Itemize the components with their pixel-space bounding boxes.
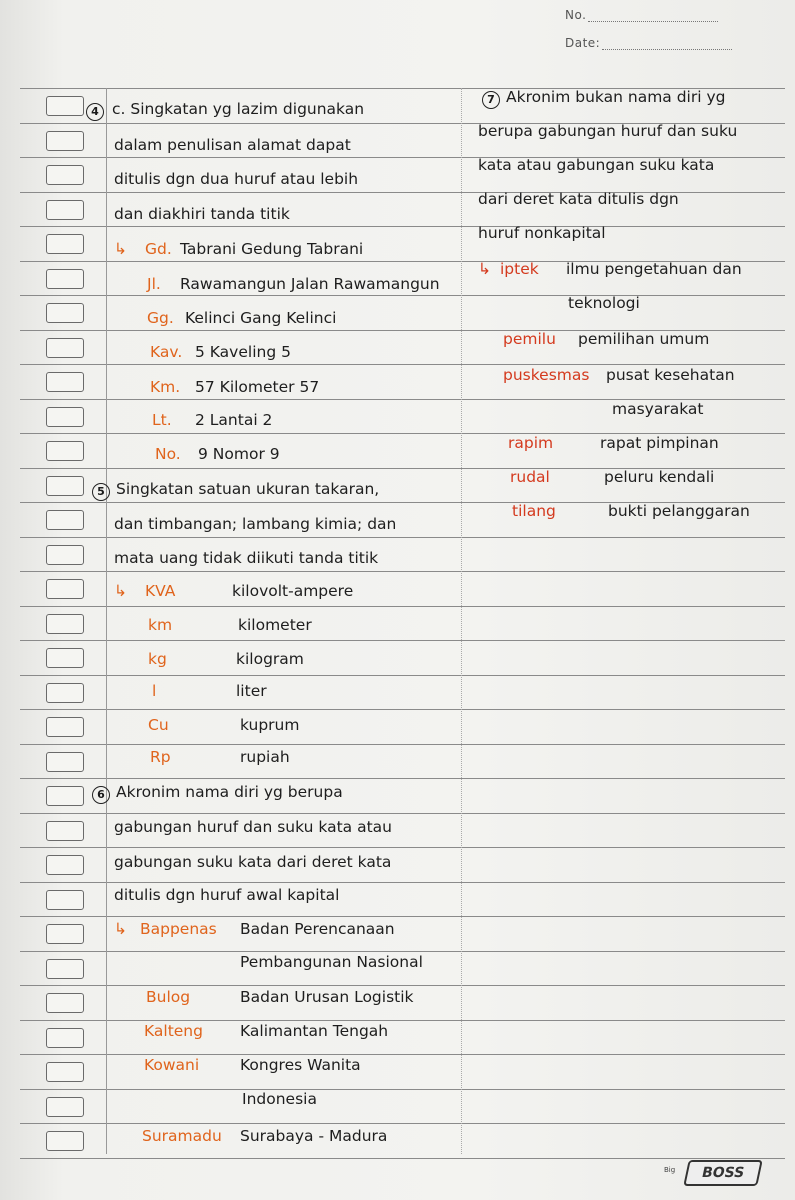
ruled-line [20, 916, 785, 917]
ruled-line [20, 295, 785, 296]
ruled-line [20, 847, 785, 848]
ruled-line [20, 985, 785, 986]
ruled-line [20, 882, 785, 883]
arrow-icon: ↳ [114, 920, 127, 938]
checkbox[interactable] [46, 993, 84, 1013]
ruled-line [20, 640, 785, 641]
sec4-abbr: Km. [150, 378, 181, 396]
sec6-abbr: Bappenas [140, 920, 217, 938]
sec5-line-3: mata uang tidak diikuti tanda titik [114, 549, 379, 567]
checkbox[interactable] [46, 683, 84, 703]
checkbox[interactable] [46, 338, 84, 358]
sec5-full: kuprum [240, 716, 300, 734]
ruled-line [20, 778, 785, 779]
checkbox[interactable] [46, 269, 84, 289]
sec4-full: Rawamangun Jalan Rawamangun [180, 275, 440, 293]
sec4-full: Tabrani Gedung Tabrani [180, 240, 364, 258]
header-no [565, 8, 718, 22]
sec7-full: pusat kesehatan [606, 366, 735, 384]
sec5-abbr: kg [148, 650, 167, 668]
sec6-abbr: Kowani [144, 1056, 200, 1074]
checkbox[interactable] [46, 579, 84, 599]
checkbox[interactable] [46, 717, 84, 737]
sec5-full: rupiah [240, 748, 290, 766]
sec4-abbr: Lt. [152, 411, 172, 429]
sec7-full: peluru kendali [604, 468, 715, 486]
checkbox[interactable] [46, 1028, 84, 1048]
sec7-line-1: Akronim bukan nama diri yg [506, 88, 726, 106]
sec4-full: 9 Nomor 9 [198, 445, 280, 463]
sec4-abbr: No. [155, 445, 181, 463]
checkbox[interactable] [46, 1131, 84, 1151]
header-date [565, 36, 732, 50]
brand-logo: BOSS [683, 1160, 763, 1186]
section-number-6: 6 [92, 786, 110, 804]
sec7-abbr: iptek [500, 260, 539, 278]
sec7-line-5: huruf nonkapital [478, 224, 606, 242]
checkbox[interactable] [46, 510, 84, 530]
checkbox[interactable] [46, 821, 84, 841]
sec5-full: liter [236, 682, 267, 700]
checkbox[interactable] [46, 476, 84, 496]
sec4-abbr: Kav. [150, 343, 183, 361]
sec4-full: 57 Kilometer 57 [195, 378, 320, 396]
sec5-abbr: KVA [145, 582, 176, 600]
checkbox[interactable] [46, 1097, 84, 1117]
ruled-line [20, 744, 785, 745]
center-divider [461, 88, 462, 1154]
date-label: Date: [565, 36, 601, 50]
sec5-abbr: Cu [148, 716, 169, 734]
sec4-full: 5 Kaveling 5 [195, 343, 291, 361]
ruled-line [20, 675, 785, 676]
sec7-line-4: dari deret kata ditulis dgn [478, 190, 679, 208]
checkbox[interactable] [46, 786, 84, 806]
sec5-line-1: Singkatan satuan ukuran takaran, [116, 480, 380, 498]
ruled-line [20, 226, 785, 227]
sec6-line-4: ditulis dgn huruf awal kapital [114, 886, 340, 904]
sec5-line-2: dan timbangan; lambang kimia; dan [114, 515, 397, 533]
sec6-full: Kalimantan Tengah [240, 1022, 389, 1040]
sec7-full-cont: masyarakat [612, 400, 704, 418]
checkbox[interactable] [46, 924, 84, 944]
sec7-abbr: rudal [510, 468, 550, 486]
checkbox[interactable] [46, 441, 84, 461]
checkbox[interactable] [46, 372, 84, 392]
brand-prefix: Big [664, 1166, 676, 1174]
ruled-line [20, 1054, 785, 1055]
ruled-line [20, 709, 785, 710]
checkbox[interactable] [46, 303, 84, 323]
sec7-full-cont: teknologi [568, 294, 640, 312]
section-number-7: 7 [482, 91, 500, 109]
sec7-abbr: tilang [512, 502, 556, 520]
ruled-line [20, 1123, 785, 1124]
sec7-abbr: pemilu [503, 330, 556, 348]
sec7-full: ilmu pengetahuan dan [566, 260, 742, 278]
sec6-line-2: gabungan huruf dan suku kata atau [114, 818, 392, 836]
no-label: No. [565, 8, 587, 22]
sec5-abbr: Rp [150, 748, 171, 766]
checkbox[interactable] [46, 959, 84, 979]
ruled-line [20, 1089, 785, 1090]
arrow-icon: ↳ [114, 582, 127, 600]
checkbox[interactable] [46, 131, 84, 151]
sec6-abbr: Suramadu [142, 1127, 222, 1145]
checkbox[interactable] [46, 407, 84, 427]
sec4-line-3: ditulis dgn dua huruf atau lebih [114, 170, 359, 188]
sec6-line-3: gabungan suku kata dari deret kata [114, 853, 392, 871]
sec6-full: Kongres Wanita [240, 1056, 361, 1074]
sec4-full: 2 Lantai 2 [195, 411, 273, 429]
sec7-abbr: puskesmas [503, 366, 590, 384]
ruled-line [20, 951, 785, 952]
section-number-4: 4 [86, 103, 104, 121]
checkbox[interactable] [46, 165, 84, 185]
margin-line [106, 88, 107, 1154]
checkbox[interactable] [46, 614, 84, 634]
sec5-abbr: km [148, 616, 173, 634]
sec7-full: pemilihan umum [578, 330, 710, 348]
sec6-abbr: Kalteng [144, 1022, 203, 1040]
ruled-line [20, 537, 785, 538]
checkbox[interactable] [46, 1062, 84, 1082]
checkbox[interactable] [46, 648, 84, 668]
checkbox[interactable] [46, 200, 84, 220]
sec6-full: Surabaya - Madura [240, 1127, 388, 1145]
checkbox[interactable] [46, 96, 84, 116]
sec4-line-1: c. Singkatan yg lazim digunakan [112, 100, 365, 118]
sec4-line-4: dan diakhiri tanda titik [114, 205, 290, 223]
sec6-line-1: Akronim nama diri yg berupa [116, 783, 343, 801]
ruled-line [20, 571, 785, 572]
ruled-line [20, 364, 785, 365]
checkbox[interactable] [46, 545, 84, 565]
sec4-abbr: Gd. [145, 240, 172, 258]
ruled-line [20, 1020, 785, 1021]
ruled-line [20, 813, 785, 814]
ruled-line [20, 1158, 785, 1159]
sec6-full: Badan Perencanaan [240, 920, 395, 938]
sec5-full: kilovolt-ampere [232, 582, 354, 600]
arrow-icon: ↳ [114, 240, 127, 258]
checkbox[interactable] [46, 752, 84, 772]
sec6-full-cont: Pembangunan Nasional [240, 953, 423, 971]
sec7-line-2: berupa gabungan huruf dan suku [478, 122, 738, 140]
sec5-full: kilometer [238, 616, 312, 634]
ruled-line [20, 606, 785, 607]
sec5-full: kilogram [236, 650, 304, 668]
section-number-5: 5 [92, 483, 110, 501]
sec5-abbr: l [152, 682, 157, 700]
sec4-full: Kelinci Gang Kelinci [185, 309, 337, 327]
sec4-line-2: dalam penulisan alamat dapat [114, 136, 351, 154]
sec7-abbr: rapim [508, 434, 554, 452]
sec4-abbr: Jl. [147, 275, 161, 293]
sec7-full: bukti pelanggaran [608, 502, 750, 520]
sec4-abbr: Gg. [147, 309, 174, 327]
checkbox[interactable] [46, 855, 84, 875]
sec6-full-cont: Indonesia [242, 1090, 317, 1108]
sec7-full: rapat pimpinan [600, 434, 719, 452]
arrow-icon: ↳ [478, 260, 491, 278]
sec6-abbr: Bulog [146, 988, 191, 1006]
checkbox[interactable] [46, 890, 84, 910]
sec6-full: Badan Urusan Logistik [240, 988, 414, 1006]
sec7-line-3: kata atau gabungan suku kata [478, 156, 715, 174]
checkbox[interactable] [46, 234, 84, 254]
